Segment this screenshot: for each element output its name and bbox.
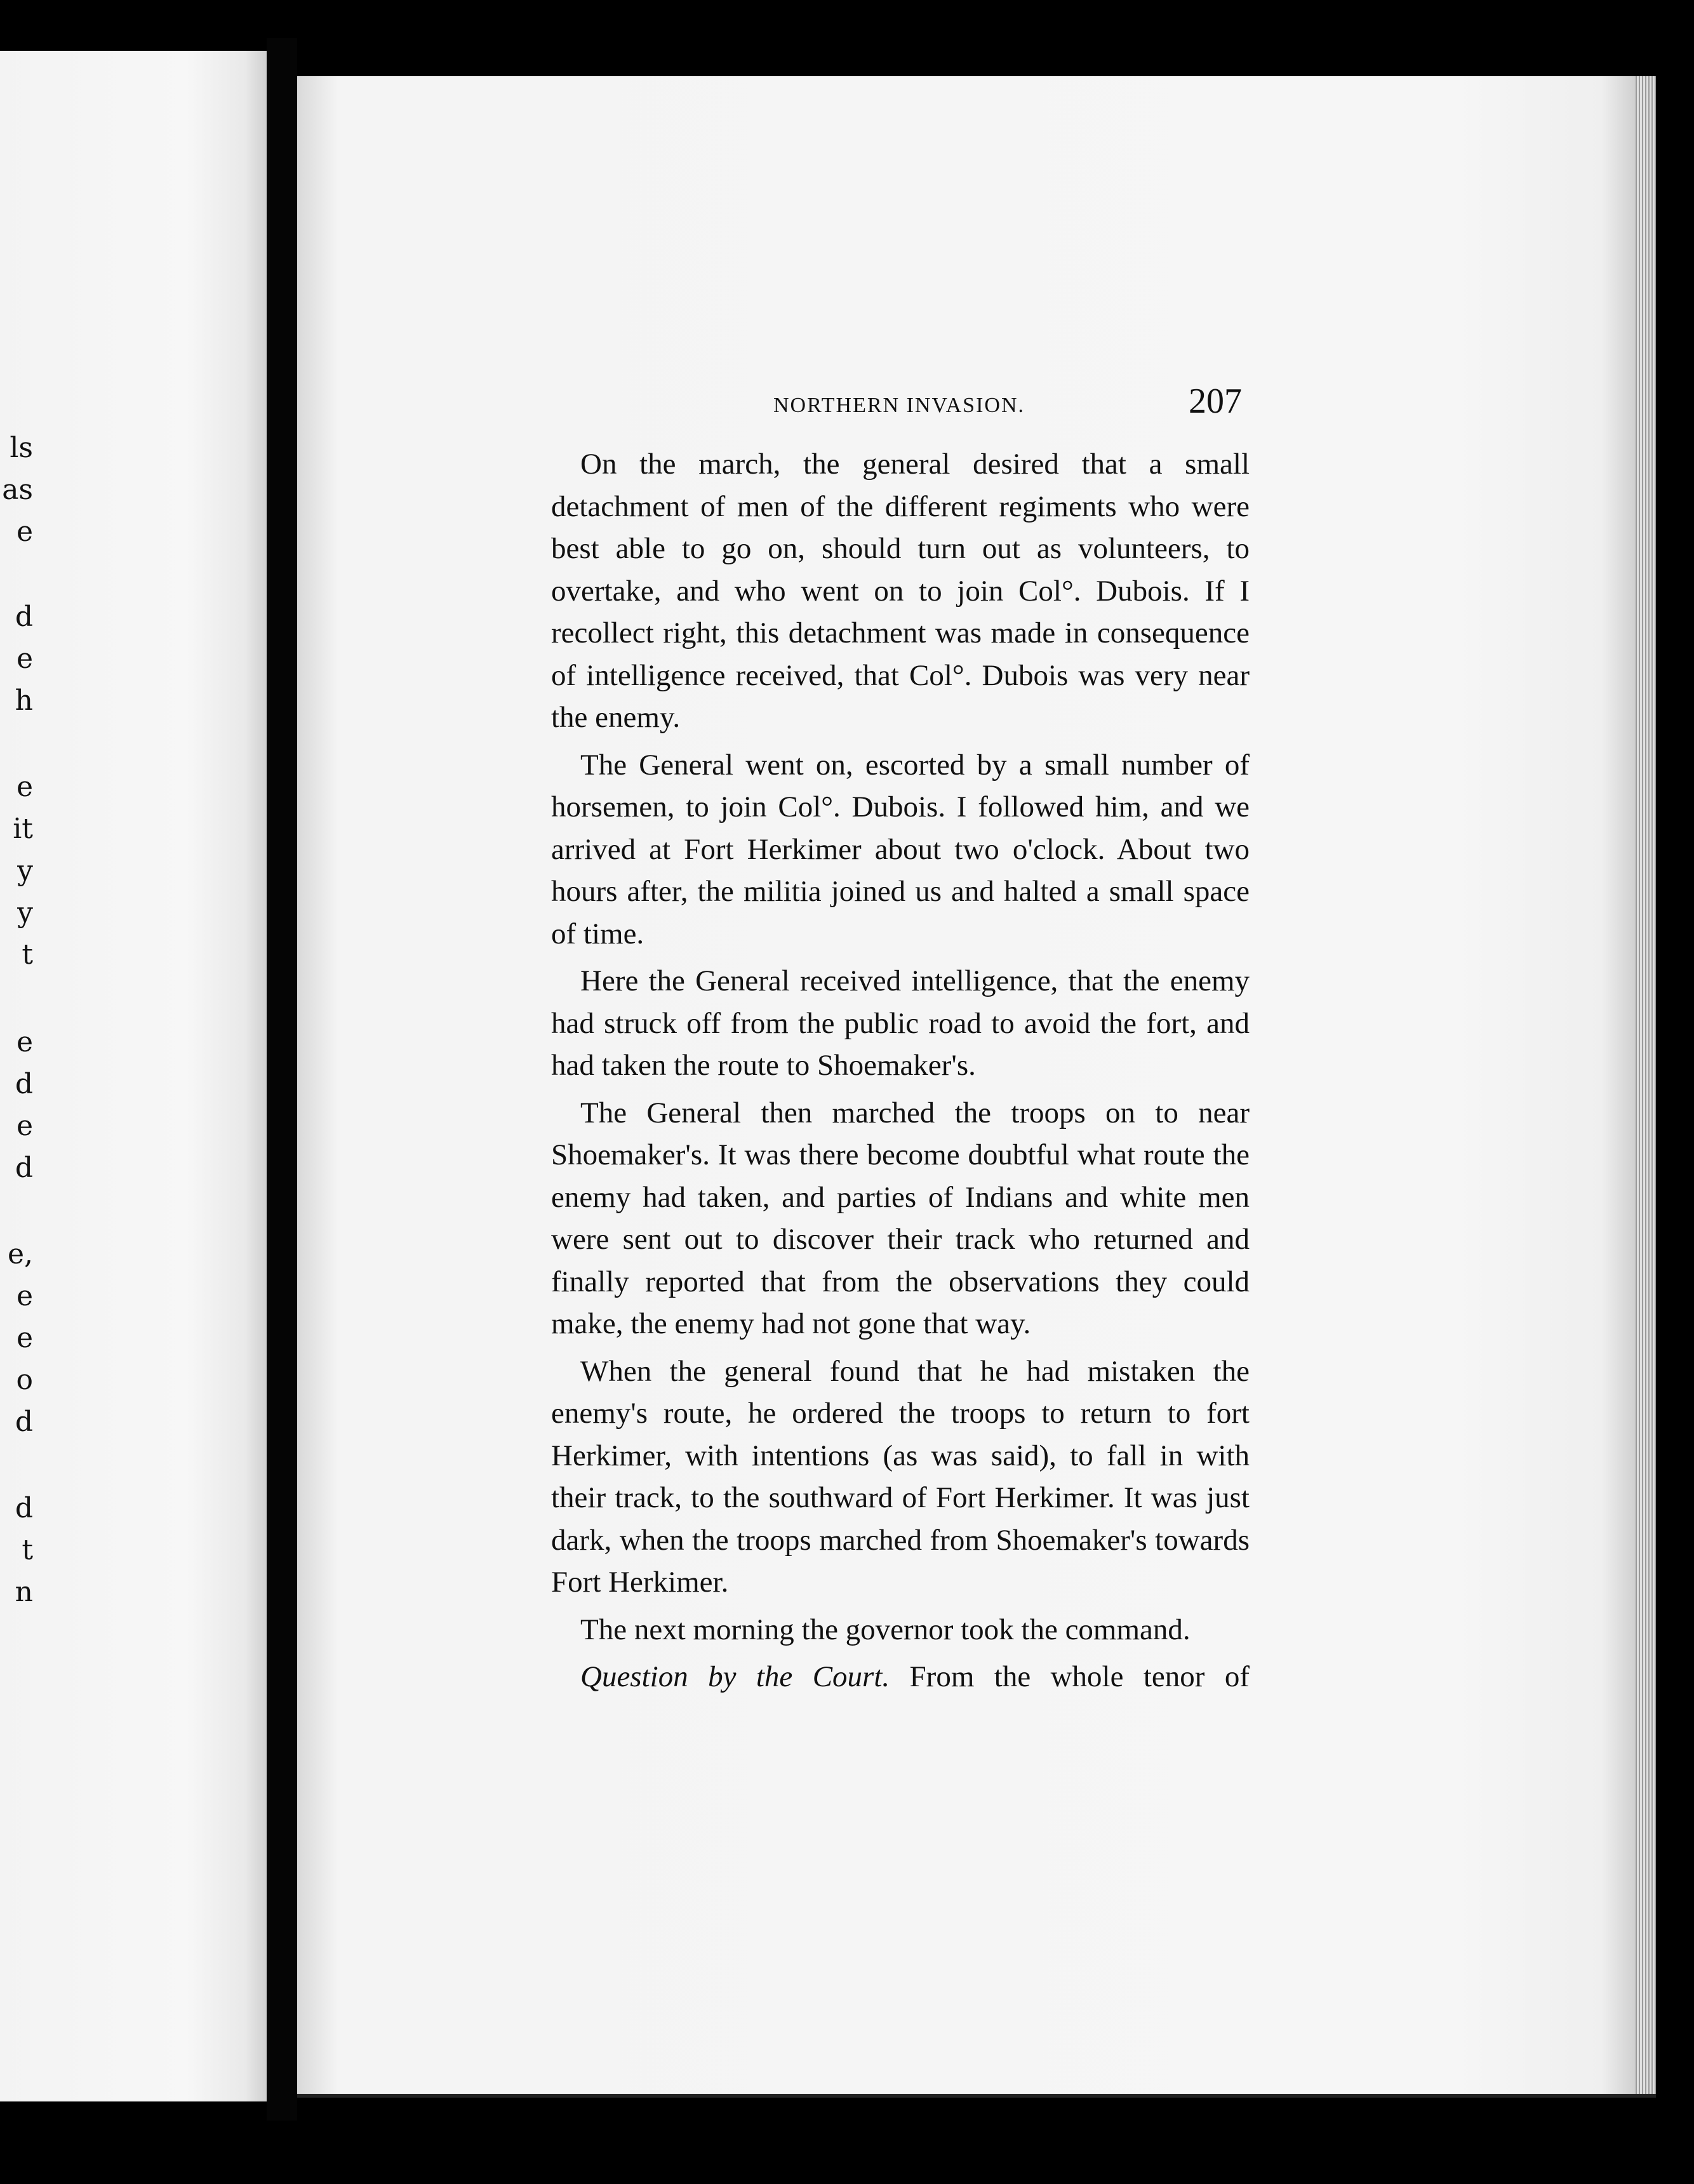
page-header (551, 381, 1250, 432)
edge-letter: y (17, 896, 33, 929)
paragraph: When the general found that he had mistaken the enemy's route, he ordered the troops to return to fort Herkimer, with intentions (as was said), to fall in with their track, to the southward of Fort Herkimer. It was just dark, when the troops marched from Shoemaker's towards Fort Herkimer. (551, 1354, 1250, 1599)
edge-letter: e (16, 1280, 33, 1312)
book-gutter (267, 38, 297, 2121)
previous-page-edge-text (0, 51, 38, 2101)
edge-letter: y (17, 855, 33, 887)
edge-letter: e (16, 643, 33, 675)
edge-letter: e (16, 1110, 33, 1142)
edge-letter: e (16, 1026, 33, 1058)
paragraph (551, 1656, 1250, 1698)
edge-letter: e (16, 771, 33, 803)
edge-letter: d (15, 1492, 33, 1524)
running-head: NORTHERN INVASION. (773, 394, 1025, 417)
current-page (297, 76, 1656, 2098)
paragraph: The General went on, escorted by a small number of horsemen, to join Col°. Dubois. I followed him, and we arrived at Fort Herkimer about two o'clock. About two hours after, the militia joined us and halted a small space of time. (551, 748, 1250, 950)
paragraph: Here the General received intelligence, that the enemy had struck off from the public road to avoid the fort, and had taken the route to Shoemaker's. (551, 964, 1250, 1082)
edge-letter: as (2, 474, 33, 506)
paragraph: The next morning the governor took the command. (580, 1613, 1190, 1646)
edge-letter: h (15, 684, 33, 717)
question-label: Question by the Court. (580, 1660, 890, 1693)
edge-letter: d (15, 601, 33, 633)
edge-letter: t (22, 938, 33, 971)
edge-letter: d (15, 1406, 33, 1438)
edge-letter: o (16, 1364, 33, 1396)
edge-letter: e, (7, 1238, 33, 1270)
page-edge (1636, 76, 1656, 2094)
edge-letter: it (13, 813, 33, 845)
paragraph: On the march, the general desired that a small detachment of men of the different regiments who were best able to go on, should turn out as volunteers, to overtake, and who went on to join Col°. Dubois. If I recollect right, this detachment was made in consequence of intelligence received, that Col°. Dubois was very near the enemy. (551, 448, 1250, 734)
page-number: 207 (1189, 382, 1242, 421)
body-text (551, 443, 1250, 1703)
edge-letter: e (16, 516, 33, 548)
previous-page (0, 51, 267, 2101)
edge-letter: ls (10, 432, 33, 464)
edge-letter: d (15, 1152, 33, 1184)
edge-letter: t (22, 1534, 33, 1566)
question-text: From the whole tenor of (909, 1660, 1250, 1693)
paragraph: The General then marched the troops on to near Shoemaker's. It was there become doubtful what route the enemy had taken, and parties of Indians and white men were sent out to discover their track who returned and finally reported that from the observations they could make, the enemy had not gone that way. (551, 1096, 1250, 1340)
edge-letter: e (16, 1322, 33, 1354)
edge-letter: d (15, 1068, 33, 1100)
edge-letter: n (15, 1576, 33, 1608)
